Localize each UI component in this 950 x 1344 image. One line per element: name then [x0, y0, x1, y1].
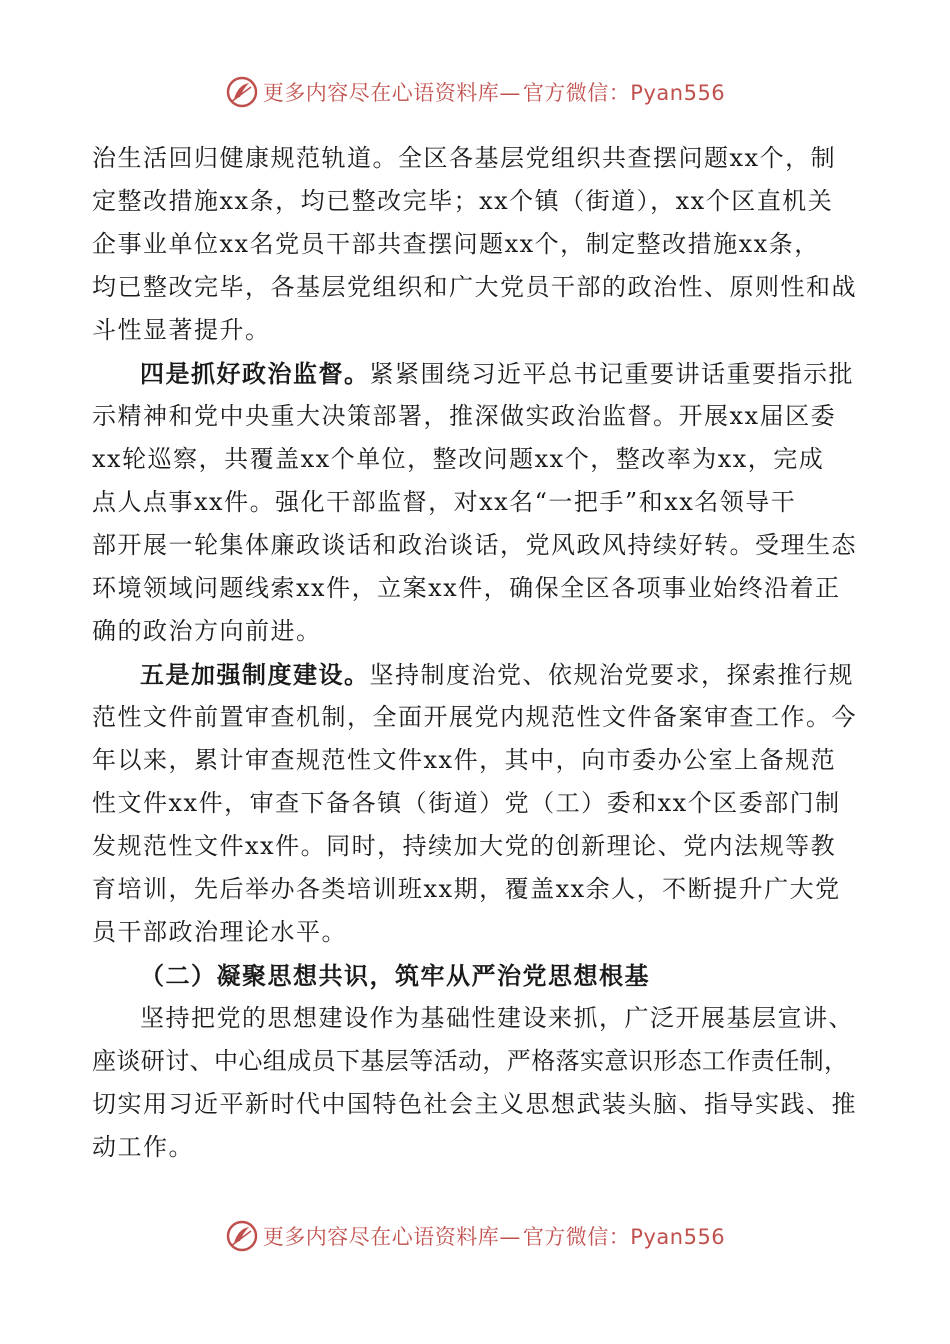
text-line: 部开展一轮集体廉政谈话和政治谈话，党风政风持续好转。受理生态	[92, 531, 857, 559]
text-line: 性文件xx件，审查下备各镇（街道）党（工）委和xx个区委部门制	[92, 789, 841, 817]
paragraph-4-first-line	[92, 352, 862, 395]
text-line: 范性文件前置审查机制，全面开展党内规范性文件备案审查工作。今	[92, 703, 857, 731]
text-line: 座谈研讨、中心组成员下基层等活动，严格落实意识形态工作责任制，	[92, 1047, 849, 1075]
banner-contact: 官方微信：Pyan556	[522, 81, 726, 105]
text-line: 斗性显著提升。	[92, 316, 271, 344]
text-line: 发规范性文件xx件。同时，持续加大党的创新理论、党内法规等教	[92, 832, 837, 860]
text-line: 点人点事xx件。强化干部监督，对xx名“一把手”和xx名领导干	[92, 488, 797, 516]
document-body	[92, 137, 862, 1169]
banner-separator: —	[499, 81, 521, 105]
text-line: 育培训，先后举办各类培训班xx期，覆盖xx余人，不断提升广大党	[92, 875, 841, 903]
footer-banner	[0, 1216, 950, 1256]
banner-title: 更多内容尽在心语资料库	[262, 1225, 500, 1249]
paragraph-5-heading: 五是加强制度建设。	[140, 660, 370, 689]
banner-contact: 官方微信：Pyan556	[522, 1225, 726, 1249]
text-line: 年以来，累计审查规范性文件xx件，其中，向市委办公室上备规范	[92, 746, 837, 774]
text-line: xx轮巡察，共覆盖xx个单位，整改问题xx个，整改率为xx，完成	[92, 445, 825, 473]
section-heading: （二）凝聚思想共识，筑牢从严治党思想根基	[140, 961, 650, 990]
brand-logo-icon	[225, 1219, 259, 1253]
banner-title: 更多内容尽在心语资料库	[262, 81, 500, 105]
text-line: 企事业单位xx名党员干部共查摆问题xx个，制定整改措施xx条，	[92, 230, 820, 258]
text-line: 治生活回归健康规范轨道。全区各基层党组织共查摆问题xx个，制	[92, 144, 837, 172]
text-line: 切实用习近平新时代中国特色社会主义思想武装头脑、指导实践、推	[92, 1090, 857, 1118]
paragraph-5-first-line	[92, 653, 862, 696]
text-line: 确的政治方向前进。	[92, 617, 322, 645]
banner-text	[263, 1221, 725, 1251]
text-line: 员干部政治理论水平。	[92, 918, 347, 946]
text-line: 定整改措施xx条，均已整改完毕；xx个镇（街道），xx个区直机关	[92, 187, 834, 215]
text-line: 动工作。	[92, 1133, 194, 1161]
brand-logo-icon	[225, 75, 259, 109]
banner-text	[263, 77, 725, 107]
text-line: 均已整改完毕，各基层党组织和广大党员干部的政治性、原则性和战	[92, 273, 857, 301]
header-banner	[0, 72, 950, 112]
paragraph-6-first-line: 坚持把党的思想建设作为基础性建设来抓，广泛开展基层宣讲、	[140, 1004, 854, 1032]
text-line: 环境领域问题线索xx件，立案xx件，确保全区各项事业始终沿着正	[92, 574, 841, 602]
paragraph-5-first-text: 坚持制度治党、依规治党要求，探索推行规	[369, 661, 854, 689]
paragraph-4-heading: 四是抓好政治监督。	[140, 359, 370, 388]
banner-separator: —	[499, 1225, 521, 1249]
paragraph-4-first-text: 紧紧围绕习近平总书记重要讲话重要指示批	[369, 360, 854, 388]
text-line: 示精神和党中央重大决策部署，推深做实政治监督。开展xx届区委	[92, 402, 837, 430]
